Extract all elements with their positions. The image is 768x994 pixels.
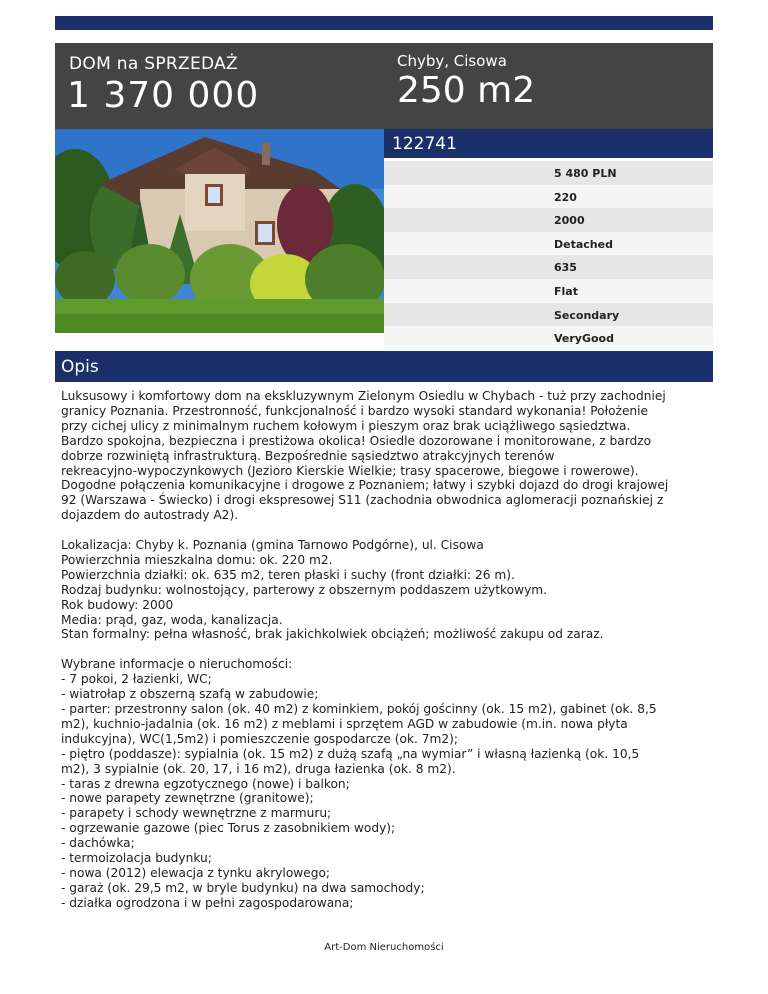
description-line: - nowe parapety zewnętrzne (granitowe); (61, 791, 314, 806)
detail-value: 635 (554, 261, 577, 275)
description-line: Lokalizacja: Chyby k. Poznania (gmina Tarnowo Podgórne), ul. Cisowa (61, 538, 484, 553)
detail-row (384, 303, 713, 327)
description-line: - termoizolacja budynku; (61, 851, 212, 866)
description-line: - nowa (2012) elewacja z tynku akrylowego; (61, 865, 331, 880)
description-line: indukcyjna), WC(1,5m2) i pomieszczenie gospodarcze (ok. 7m2); (61, 731, 459, 746)
detail-row (384, 255, 713, 279)
detail-value: Secondary (554, 308, 620, 322)
description-line: 92 (Warszawa - Świecko) i drogi ekspresowej S11 (zachodnia obwodnica aglomeracji poznańskiej z (61, 493, 664, 508)
detail-value: 220 (554, 190, 577, 204)
description-line: rekreacyjno-wypoczynkowych (Jezioro Kierskie Wielkie; trasy spacerowe, biegowe i rowerowe). (61, 463, 639, 478)
description-line: Bardzo spokojna, bezpieczna i prestiżowa okolica! Osiedle dozorowane i monitorowane, z bardzo (61, 433, 652, 448)
description-line: m2), kuchnio-jadalnia (ok. 16 m2) z meblami i sprzętem AGD w zabudowie (m.in. nowa płyta (61, 716, 628, 731)
location: Chyby, Cisowa (397, 52, 507, 70)
description-line: Dogodne połączenia komunikacyjne i drogowe z Poznaniem; łatwy i szybki dojazd do drogi krajowej (61, 478, 669, 493)
detail-value: 2000 (554, 214, 585, 228)
description-line: Rok budowy: 2000 (61, 597, 174, 612)
detail-value: Flat (554, 284, 578, 298)
description-text (61, 389, 711, 911)
description-line: - parapety i schody wewnętrzne z marmuru; (61, 806, 332, 821)
top-accent-bar (55, 16, 713, 30)
description-line: - ogrzewanie gazowe (piec Torus z zasobnikiem wody); (61, 821, 396, 836)
price: 1 370 000 (67, 75, 260, 116)
description-header (55, 351, 713, 382)
detail-row (384, 232, 713, 256)
description-line: Wybrane informacje o nieruchomości: (61, 657, 293, 672)
section-title: Opis (61, 357, 99, 377)
description-line: - garaż (ok. 29,5 m2, w bryle budynku) na dwa samochody; (61, 880, 425, 895)
description-line: - działka ogrodzona i w pełni zagospodarowana; (61, 895, 354, 910)
description-line: granicy Poznania. Przestronność, funkcjonalność i bardzo wysoki standard wykonania! Położenie (61, 403, 649, 418)
detail-row (384, 185, 713, 209)
description-line: - dachówka; (61, 836, 135, 851)
detail-value: VeryGood (554, 332, 614, 346)
description-line: - piętro (poddasze): sypialnia (ok. 15 m2) z dużą szafą „na wymiar” i własną łazienką (ok. 10,5 (61, 746, 640, 761)
description-line: - taras z drewna egzotycznego (nowe) i balkon; (61, 776, 350, 791)
description-line: m2), 3 sypialnie (ok. 20, 17, i 16 m2), druga łazienka (ok. 8 m2). (61, 761, 456, 776)
description-line: dojazdem do autostrady A2). (61, 508, 239, 523)
offer-type: DOM na SPRZEDAŻ (69, 54, 238, 74)
detail-value: Detached (554, 237, 613, 251)
detail-row (384, 208, 713, 232)
listing-header (55, 43, 713, 129)
description-line: Powierzchnia mieszkalna domu: ok. 220 m2. (61, 552, 333, 567)
description-line: Media: prąd, gaz, woda, kanalizacja. (61, 612, 283, 627)
description-line (61, 642, 711, 657)
description-line: Stan formalny: pełna własność, brak jakichkolwiek obciążeń; możliwość zakupu od zaraz. (61, 627, 604, 642)
house-photo (55, 129, 384, 333)
description-line: dobrze rozwiniętą infrastrukturą. Bezpośrednie sąsiedztwo atrakcyjnych terenów (61, 448, 555, 463)
listing-id-bar (384, 129, 713, 158)
detail-value: 5 480 PLN (554, 167, 617, 180)
details-table (384, 161, 713, 350)
description-line: - 7 pokoi, 2 łazienki, WC; (61, 672, 212, 687)
description-line: Luksusowy i komfortowy dom na ekskluzywnym Zielonym Osiedlu w Chybach - tuż przy zachodniej (61, 389, 666, 403)
description-line: przy cichej ulicy z minimalnym ruchem kołowym i pieszym oraz brak uciążliwego sąsiedztwa. (61, 418, 631, 433)
detail-row (384, 326, 713, 350)
description-line (61, 523, 711, 538)
footer-agency: Art-Dom Nieruchomości (324, 942, 444, 953)
description-line: - parter: przestronny salon (ok. 40 m2) z kominkiem, pokój gościnny (ok. 15 m2), gabinet (ok. 8,5 (61, 702, 657, 716)
area: 250 m2 (397, 70, 536, 111)
detail-row (384, 161, 713, 185)
description-line: - wiatrołap z obszerną szafą w zabudowie; (61, 687, 319, 702)
description-line: Rodzaj budynku: wolnostojący, parterowy z obszernym poddaszem użytkowym. (61, 582, 548, 597)
description-line: Powierzchnia działki: ok. 635 m2, teren płaski i suchy (front działki: 26 m). (61, 567, 515, 582)
listing-id: 122741 (392, 134, 457, 154)
detail-row (384, 279, 713, 303)
